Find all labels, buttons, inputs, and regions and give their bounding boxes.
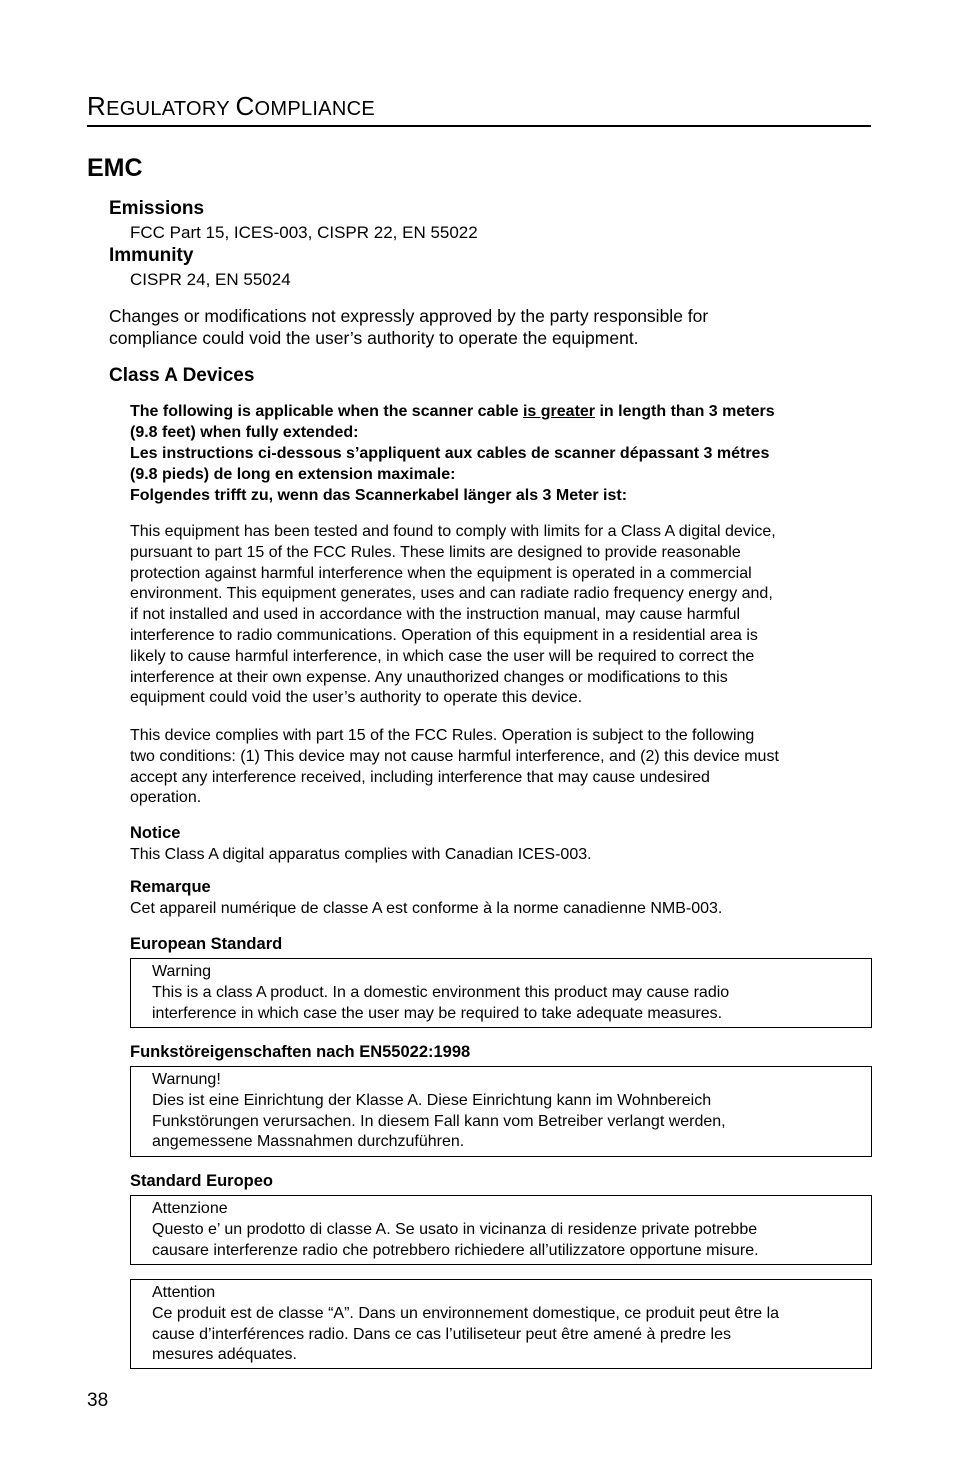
emissions-text: FCC Part 15, ICES-003, CISPR 22, EN 55022 <box>130 223 478 242</box>
changes-line: Changes or modifications not expressly approved by the party responsible for <box>109 306 709 326</box>
box-line: This is a class A product. In a domestic environment this product may cause radio <box>152 983 730 1001</box>
immunity-text: CISPR 24, EN 55024 <box>130 270 291 289</box>
applicability-block <box>130 401 870 506</box>
funk-heading: Funkstöreigenschaften nach EN55022:1998 <box>130 1043 471 1061</box>
standard-europeo-box <box>130 1195 872 1265</box>
fcc-line: equipment could void the user’s authority to operate this device. <box>130 689 583 707</box>
applicability-text: in length than 3 meters <box>595 403 775 420</box>
applicability-line-3: Les instructions ci-dessous s’appliquent aux cables de scanner dépassant 3 métres <box>130 445 770 462</box>
applicability-underlined: is greater <box>522 403 596 420</box>
remarque-heading: Remarque <box>130 878 211 896</box>
european-standard-heading: European Standard <box>130 935 283 953</box>
compliance-paragraph <box>130 726 872 809</box>
notice-heading: Notice <box>130 824 181 842</box>
compliance-line: accept any interference received, including interference that may cause undesired <box>130 768 710 786</box>
fcc-line: pursuant to part 15 of the FCC Rules. These limits are designed to provide reasonable <box>130 543 741 561</box>
page-number: 38 <box>87 1390 109 1411</box>
fcc-paragraph <box>130 522 872 709</box>
box-line: cause d’interférences radio. Dans ce cas l’utiliseteur peut être amené à predre les <box>152 1325 731 1343</box>
box-line: Attenzione <box>152 1200 228 1217</box>
fcc-line: likely to cause harmful interference, in which case the user will be required to correct the <box>130 647 755 665</box>
title-rest-1: EGULATORY <box>106 98 236 120</box>
applicability-line-5: Folgendes trifft zu, wenn das Scannerkabel länger als 3 Meter ist: <box>130 487 628 504</box>
funk-box <box>130 1066 872 1157</box>
box-line: Warning <box>152 963 211 980</box>
box-line: angemessene Massnahmen durchzuführen. <box>152 1133 465 1151</box>
fcc-line: if not installed and used in accordance with the instruction manual, may cause harmful <box>130 606 741 624</box>
compliance-line: two conditions: (1) This device may not cause harmful interference, and (2) this device must <box>130 747 779 765</box>
title-cap-c: C <box>235 91 255 121</box>
box-line: Funkstörungen verursachen. In diesem Fall kann vom Betreiber verlangt werden, <box>152 1112 726 1130</box>
compliance-line: operation. <box>130 789 202 807</box>
applicability-line-1 <box>130 401 870 422</box>
page-header-title <box>87 88 375 127</box>
fcc-line: This equipment has been tested and found to comply with limits for a Class A digital device, <box>130 523 776 540</box>
box-line: mesures adéquates. <box>152 1346 297 1364</box>
standard-europeo-heading: Standard Europeo <box>130 1172 274 1190</box>
box-line: Ce produit est de classe “A”. Dans un environnement domestique, ce produit peut être la <box>152 1304 780 1322</box>
box-line: Attention <box>152 1284 216 1301</box>
fcc-line: protection against harmful interference when the equipment is operated in a commercial <box>130 564 752 582</box>
section-heading-emc: EMC <box>87 154 143 182</box>
class-a-heading: Class A Devices <box>109 365 255 386</box>
box-line: Warnung! <box>152 1071 221 1088</box>
compliance-line: This device complies with part 15 of the FCC Rules. Operation is subject to the following <box>130 727 755 744</box>
european-standard-box <box>130 958 872 1028</box>
remarque-text: Cet appareil numérique de classe A est conforme à la norme canadienne NMB-003. <box>130 900 723 917</box>
attention-box <box>130 1279 872 1369</box>
applicability-text: The following is applicable when the scanner cable <box>130 403 523 420</box>
notice-text: This Class A digital apparatus complies with Canadian ICES-003. <box>130 846 592 863</box>
fcc-line: interference at their own expense. Any unauthorized changes or modifications to this <box>130 668 728 686</box>
applicability-line-4: (9.8 pieds) de long en extension maximale: <box>130 466 456 483</box>
header-rule <box>87 125 871 127</box>
fcc-line: environment. This equipment generates, uses and can radiate radio frequency energy and, <box>130 585 773 603</box>
box-line: Dies ist eine Einrichtung der Klasse A. Diese Einrichtung kann im Wohnbereich <box>152 1091 712 1109</box>
title-rest-2: OMPLIANCE <box>254 98 376 120</box>
box-line: causare interferenze radio che potrebbero richiedere all’utilizzatore opportune misure. <box>152 1241 759 1259</box>
emissions-heading: Emissions <box>109 198 205 219</box>
fcc-line: interference to radio communications. Operation of this equipment in a residential area is <box>130 626 758 644</box>
applicability-line-2: (9.8 feet) when fully extended: <box>130 424 359 441</box>
changes-paragraph <box>109 305 869 349</box>
changes-line: compliance could void the user’s authority to operate the equipment. <box>109 328 639 348</box>
title-cap-r: R <box>87 91 107 121</box>
box-line: interference in which case the user may be required to take adequate measures. <box>152 1004 723 1022</box>
box-line: Questo e’ un prodotto di classe A. Se usato in vicinanza di residenze private potrebbe <box>152 1220 758 1238</box>
immunity-heading: Immunity <box>109 245 194 266</box>
